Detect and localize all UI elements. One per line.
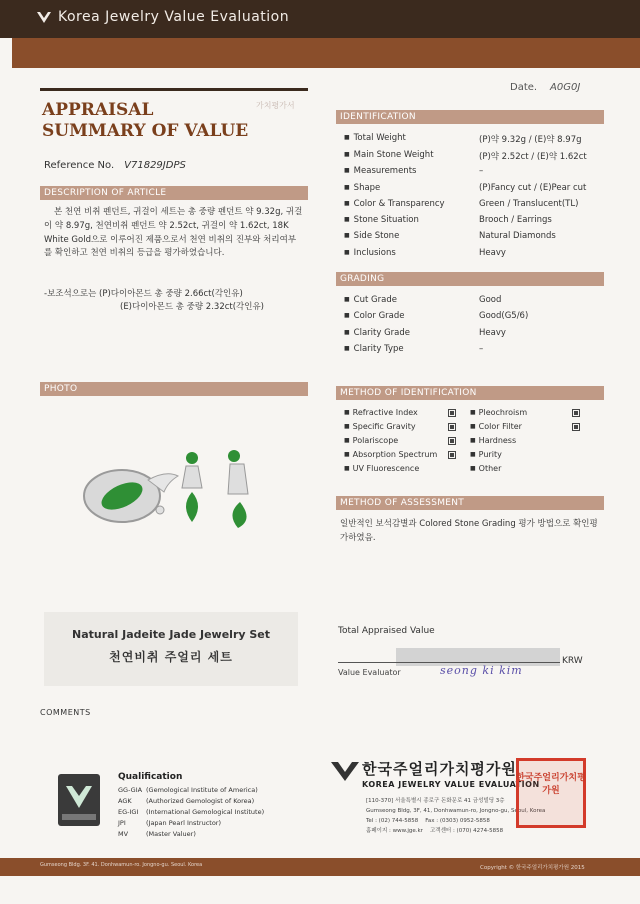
method-identification-heading: METHOD OF IDENTIFICATION [336, 386, 604, 400]
ident-key: ■ Measurements [344, 166, 479, 176]
qualification-title: Qualification [118, 772, 183, 782]
qualification-row [118, 786, 258, 794]
title-line-2: SUMMARY OF VALUE [42, 121, 249, 141]
method-label: ■ Hardness [470, 436, 572, 445]
method-assessment-heading: METHOD OF ASSESSMENT [336, 496, 604, 510]
date-label: Date. [510, 82, 538, 93]
description-note-2: (E)다이아몬드 총 중량 2.32ct(각인유) [120, 302, 264, 312]
method-item [470, 464, 572, 473]
method-item [470, 422, 580, 431]
footer-copyright: Copyright © 한국주얼리가치평가원 2015 [480, 865, 585, 871]
checkbox-checked [448, 423, 456, 431]
method-label: ■ Refractive Index [344, 408, 448, 417]
header-accent-bar [12, 38, 640, 68]
title-rule [40, 88, 308, 91]
method-label: ■ Polariscope [344, 436, 448, 445]
checkbox-checked [448, 451, 456, 459]
qualification-code: AGK [118, 797, 132, 805]
total-appraised-value-label: Total Appraised Value [338, 626, 435, 636]
identification-heading: IDENTIFICATION [336, 110, 604, 124]
organization-logo-icon [330, 760, 360, 782]
address-korean: [110-370] 서울특별시 종로구 돈화문로 41 금성빌딩 3층 [366, 798, 505, 804]
organization-name-english: KOREA JEWELRY VALUE EVALUATION [362, 780, 540, 789]
comments-label: COMMENTS [40, 708, 91, 717]
evaluator-signature: seong ki kim [440, 664, 523, 677]
qualification-row [118, 830, 196, 838]
description-paragraph: 본 천연 비취 펜던트, 귀걸이 세트는 총 중량 펜던트 약 9.32g, 귀걸이 약 8.97g, 천연비취 펜던트 약 2.52ct, 귀걸이 약 1.62ct, 18K White Gold으로 이루어진 제품으로서 천연 비취의 진부와 처리여부를 확인하고 천연 비취의 등급을 평가하였습니다. [44, 207, 303, 259]
currency-label: KRW [562, 656, 583, 666]
method-item [344, 436, 456, 445]
qualification-desc: (Gemological Institute of America) [146, 786, 258, 794]
qualification-desc: (Master Valuer) [146, 830, 196, 838]
customer-center: 고객센터 : (070) 4274-5858 [429, 828, 504, 834]
method-item [470, 436, 572, 445]
reference-label: Reference No. [44, 160, 115, 171]
ident-row [344, 231, 614, 241]
reference-line [44, 160, 186, 171]
checkbox-checked [448, 437, 456, 445]
ident-value: – [479, 166, 484, 176]
method-item [344, 464, 448, 473]
ident-key: ■ Shape [344, 183, 479, 193]
qualification-row [118, 797, 254, 805]
official-seal-text: 한국주얼리가치평가원 [516, 773, 586, 796]
ident-value: (P)약 2.52ct / (E)약 1.62ct [479, 152, 587, 162]
brand-name: Korea Jewelry Value Evaluation [58, 9, 290, 25]
qualification-code: MV [118, 830, 129, 838]
qualification-desc: (Japan Pearl Instructor) [146, 819, 222, 827]
checkbox-checked [448, 409, 456, 417]
value-evaluator-label: Value Evaluator [338, 668, 401, 677]
checkbox-checked [572, 409, 580, 417]
organization-name-korean: 한국주얼리가치평가원 [362, 760, 517, 778]
description-heading: DESCRIPTION OF ARTICLE [40, 186, 308, 200]
grading-heading: GRADING [336, 272, 604, 286]
description-note-1: -보조석으로는 (P)다이아몬드 총 중량 2.66ct(각인유) [44, 289, 243, 299]
ident-value: Green / Translucent(TL) [479, 199, 579, 209]
method-item [344, 422, 456, 431]
ident-key: ■ Inclusions [344, 248, 479, 258]
ident-key: ■ Total Weight [344, 133, 479, 145]
method-assessment-body: 일반적인 보석감별과 Colored Stone Grading 평가 방법으로 확인평가하였음. [340, 519, 598, 543]
method-label: ■ Other [470, 464, 572, 473]
ident-key: ■ Side Stone [344, 231, 479, 241]
date-value: A0G0J [550, 82, 581, 93]
ident-row [344, 183, 614, 193]
method-label: ■ Color Filter [470, 422, 572, 431]
grading-value: – [479, 344, 484, 354]
qualification-desc: (Authorized Gemologist of Korea) [146, 797, 255, 805]
method-item [344, 408, 456, 417]
ident-value: (P)Fancy cut / (E)Pear cut [479, 183, 587, 193]
method-label: ■ Pleochroism [470, 408, 572, 417]
qualification-code: JPI [118, 819, 126, 827]
caption-korean: 천연비취 주얼리 세트 [109, 650, 233, 664]
photo-heading: PHOTO [40, 382, 308, 396]
grading-key: ■ Cut Grade [344, 295, 479, 305]
ident-key: ■ Stone Situation [344, 215, 479, 225]
grading-key: ■ Clarity Grade [344, 328, 479, 338]
description-notes [44, 288, 264, 314]
jewelry-photo [60, 440, 280, 550]
grading-row [344, 344, 614, 354]
checkbox-checked [572, 423, 580, 431]
ident-value: Brooch / Earrings [479, 215, 552, 225]
footer-address: Gumseong Bldg. 3F. 41. Donhwamun-ro. Jongno-gu. Seoul. Korea [40, 862, 203, 868]
ident-key: ■ Main Stone Weight [344, 150, 479, 162]
diamond-v-logo-icon [36, 10, 52, 24]
phone: Tel : (02) 744-5858 [366, 818, 419, 824]
ident-value: Natural Diamonds [479, 231, 556, 241]
grading-row [344, 328, 614, 338]
qualification-code: GG-GIA [118, 786, 143, 794]
page-title [42, 100, 248, 142]
address-english: Gumseong Bldg, 3F, 41, Donhwamun-ro, Jongno-gu, Seoul, Korea [366, 808, 546, 814]
ident-row [344, 166, 614, 176]
method-label: ■ Absorption Spectrum [344, 450, 448, 459]
qualification-row [118, 808, 264, 816]
method-item [470, 450, 572, 459]
brand [36, 9, 289, 25]
grading-row [344, 311, 614, 321]
method-label: ■ Specific Gravity [344, 422, 448, 431]
caption-english: Natural Jadeite Jade Jewelry Set [71, 628, 271, 641]
ident-row [344, 199, 614, 209]
grading-value: Good [479, 295, 502, 305]
ident-value: Heavy [479, 248, 506, 258]
korean-title-stamp: 가치평가서 [256, 101, 295, 110]
grading-value: Heavy [479, 328, 506, 338]
title-line-1: APPRAISAL [42, 100, 154, 120]
qualification-desc: (International Gemological Institute) [146, 808, 265, 816]
method-item [470, 408, 580, 417]
description-body [44, 206, 304, 261]
qualification-row [118, 819, 221, 827]
ident-row [344, 248, 614, 258]
qualification-code: EG-IGI [118, 808, 139, 816]
fax: Fax : (0303) 0952-5858 [425, 818, 490, 824]
website: 홈페이지 : www.jge.kr [366, 828, 423, 834]
grading-key: ■ Color Grade [344, 311, 479, 321]
ident-value: (P)약 9.32g / (E)약 8.97g [479, 135, 582, 145]
ident-row [344, 150, 614, 162]
method-item [344, 450, 456, 459]
ident-row [344, 133, 614, 145]
value-underline [338, 662, 560, 663]
ident-key: ■ Color & Transparency [344, 199, 479, 209]
qualification-seal-icon [58, 774, 100, 826]
grading-key: ■ Clarity Type [344, 344, 479, 354]
grading-row [344, 295, 614, 305]
ident-row [344, 215, 614, 225]
method-label: ■ Purity [470, 450, 572, 459]
reference-value: V71829JDPS [124, 160, 186, 171]
grading-value: Good(G5/6) [479, 311, 529, 321]
method-label: ■ UV Fluorescence [344, 464, 448, 473]
